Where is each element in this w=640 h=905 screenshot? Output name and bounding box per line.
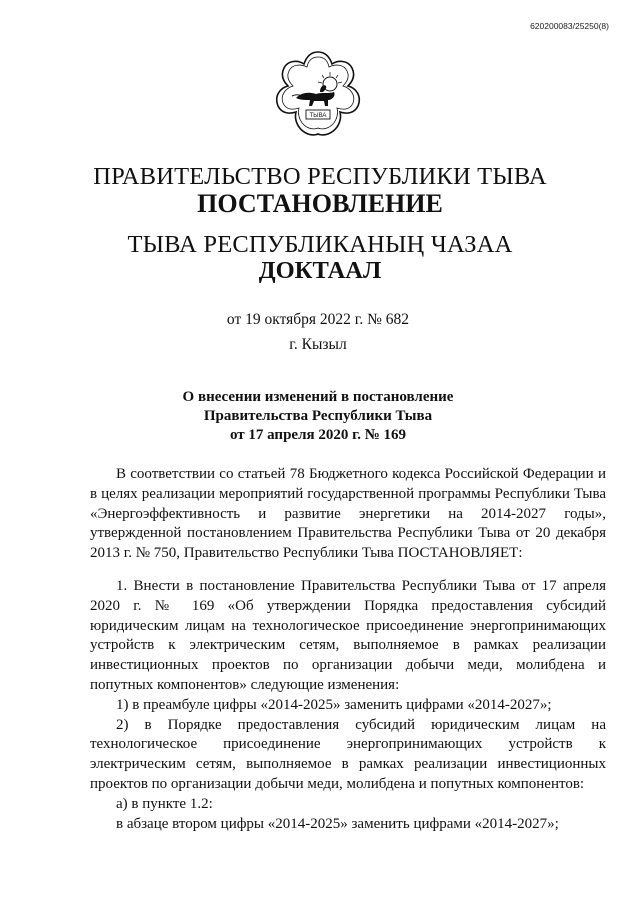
preamble-paragraph: В соответствии со статьей 78 Бюджетного кодекса Российской Федерации и в целях реализации мероприятий государственной программы Республики Тыва «Энергоэффективность и развитие энергетики на 2014-2027 годы», утвержденной постановлением Правительства Республики Тыва от 20 декабря 2013 г. № 750, Правительство Республики Тыва ПОСТАНОВЛЯЕТ: <box>90 466 606 562</box>
document-code: 620200083/25250(8) <box>530 21 609 31</box>
decree-title-line: О внесении изменений в постановление <box>182 389 454 405</box>
tuva-emblem-icon <box>270 48 366 142</box>
government-title-ru: ПРАВИТЕЛЬСТВО РЕСПУБЛИКИ ТЫВА <box>93 163 547 190</box>
decree-type-ru: ПОСТАНОВЛЕНИЕ <box>197 189 443 218</box>
decree-title <box>0 388 636 445</box>
item-paragraph: 1. Внести в постановление Правительства Республики Тыва от 17 апреля 2020 г. № 169 «Об утверждении Порядка предоставления субсидий юридическим лицам на технологическое присоединение энергопринимающих устройств к электрическим сетям, выполняемое в рамках реализации инвестиционных проектов по организации добычи меди, молибдена и попутных компонентов» следующие изменения: <box>90 577 606 693</box>
emblem-caption: ТЫВА <box>309 113 327 119</box>
decree-title-line: Правительства Республики Тыва <box>203 408 433 424</box>
item-paragraph: 1) в преамбуле цифры «2014-2025» заменить цифрами «2014-2027»; <box>116 696 552 713</box>
decree-city: г. Кызыл <box>289 336 347 353</box>
item-paragraph: в абзаце втором цифры «2014-2025» заменить цифрами «2014-2027»; <box>116 815 559 832</box>
decree-body <box>90 465 606 834</box>
government-title-tyv: ТЫВА РЕСПУБЛИКАНЫҢ ЧАЗАА <box>127 231 513 258</box>
item-paragraph: а) в пункте 1.2: <box>116 795 213 812</box>
decree-title-line: от 17 апреля 2020 г. № 169 <box>229 427 407 443</box>
decree-date-number: от 19 октября 2022 г. № 682 <box>226 311 410 328</box>
item-paragraph: 2) в Порядке предоставления субсидий юридическим лицам на технологическое присоединение энергопринимающих устройств к электрическим сетям, выполняемое в рамках реализации инвестиционных проектов по организации добычи меди, молибдена и попутных компонентов: <box>90 716 606 792</box>
decree-type-tyv: ДОКТААЛ <box>258 257 382 284</box>
